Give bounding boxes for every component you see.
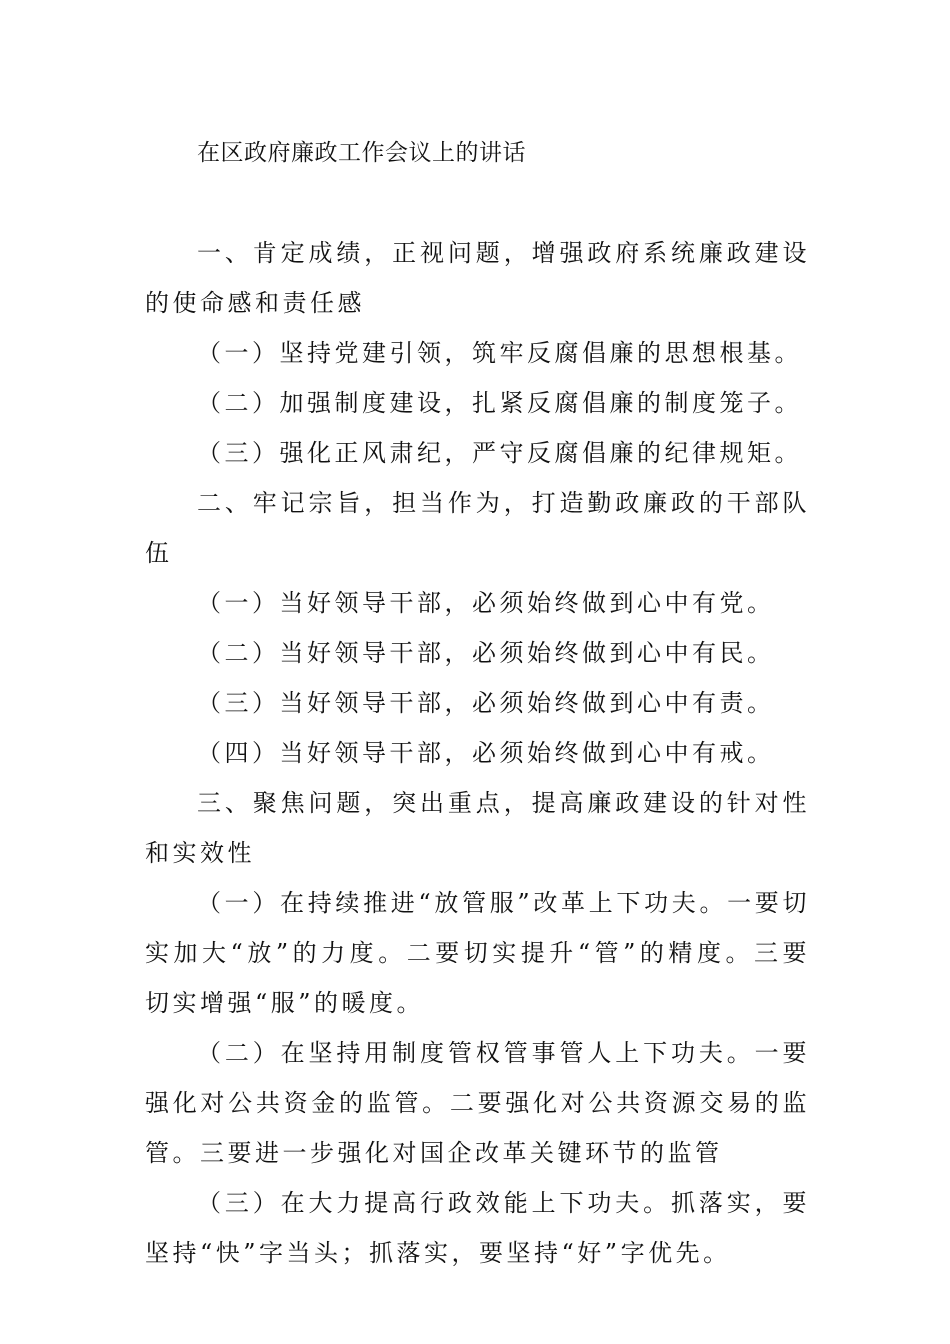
- paragraph: （一）在持续推进“放管服”改革上下功夫。一要切实加大“放”的力度。二要切实提升“管”的精度。三要切实增强“服”的暖度。: [145, 889, 810, 1017]
- paragraph: （一）当好领导干部，必须始终做到心中有党。: [197, 589, 775, 617]
- section-heading-2: 二、牢记宗旨，担当作为，打造勤政廉政的干部队伍: [145, 489, 810, 567]
- section-heading-3: 三、聚焦问题，突出重点，提高廉政建设的针对性和实效性: [145, 789, 810, 867]
- paragraph: （二）当好领导干部，必须始终做到心中有民。: [197, 639, 775, 667]
- paragraph: （四）当好领导干部，必须始终做到心中有戒。: [197, 739, 775, 767]
- paragraph: （三）强化正风肃纪，严守反腐倡廉的纪律规矩。: [197, 439, 802, 467]
- document-body: [145, 228, 810, 1278]
- paragraph: （二）加强制度建设，扎紧反腐倡廉的制度笼子。: [197, 389, 802, 417]
- section-heading-1: 一、肯定成绩，正视问题，增强政府系统廉政建设的使命感和责任感: [145, 239, 810, 317]
- document-title: 在区政府廉政工作会议上的讲话: [197, 140, 526, 166]
- paragraph: （三）在大力提高行政效能上下功夫。抓落实，要坚持“快”字当头；抓落实，要坚持“好”字优先。: [145, 1189, 810, 1267]
- paragraph: （三）当好领导干部，必须始终做到心中有责。: [197, 689, 775, 717]
- paragraph: （一）坚持党建引领，筑牢反腐倡廉的思想根基。: [197, 339, 802, 367]
- paragraph: （二）在坚持用制度管权管事管人上下功夫。一要强化对公共资金的监管。二要强化对公共资源交易的监管。三要进一步强化对国企改革关键环节的监管: [145, 1039, 810, 1167]
